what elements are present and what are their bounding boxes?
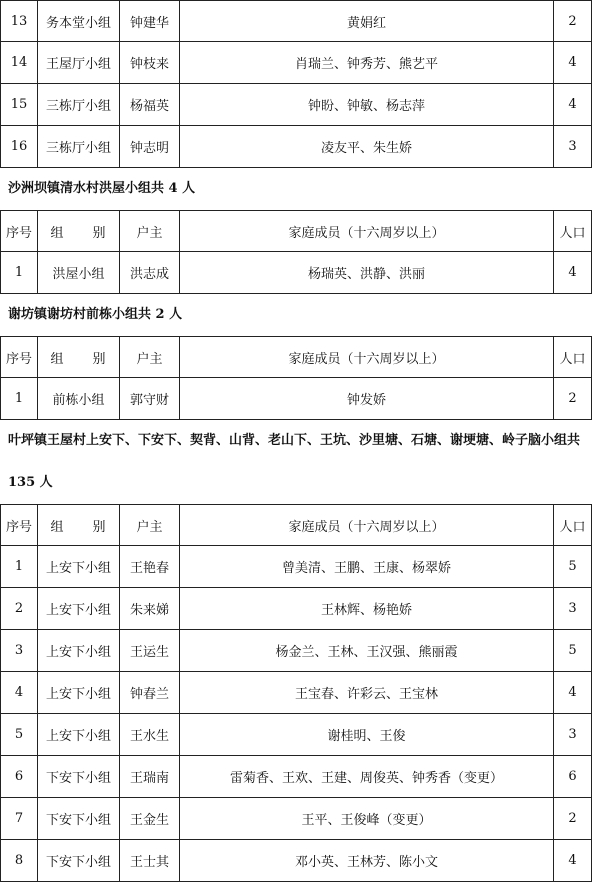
table-row [0,840,600,882]
row-number: 4 [0,672,38,714]
row-number: 1 [0,252,38,294]
header-householder: 户主 [120,336,180,378]
row-number: 3 [0,630,38,672]
row-members: 杨金兰、王林、王汉强、熊丽霞 [180,630,554,672]
row-members: 雷菊香、王欢、王建、周俊英、钟秀香（变更） [180,756,554,798]
row-members: 王平、王俊峰（变更） [180,798,554,840]
row-number: 14 [0,42,38,84]
row-number: 16 [0,126,38,168]
row-number: 1 [0,546,38,588]
header-householder: 户主 [120,210,180,252]
row-members: 曾美清、王鹏、王康、杨翠娇 [180,546,554,588]
row-householder: 王水生 [120,714,180,756]
table-row [0,714,600,756]
row-members: 杨瑞英、洪静、洪丽 [180,252,554,294]
row-householder: 王运生 [120,630,180,672]
row-count: 2 [554,0,592,42]
row-householder: 王士其 [120,840,180,882]
table-row [0,126,600,168]
header-group: 组 别 [38,210,120,252]
row-group: 务本堂小组 [38,0,120,42]
row-count: 2 [554,798,592,840]
row-householder: 郭守财 [120,378,180,420]
row-members: 王林辉、杨艳娇 [180,588,554,630]
row-count: 6 [554,756,592,798]
header-count: 人口 [554,336,592,378]
table-row [0,546,600,588]
row-number: 6 [0,756,38,798]
row-group: 下安下小组 [38,840,120,882]
row-group: 上安下小组 [38,672,120,714]
row-householder: 钟建华 [120,0,180,42]
row-group: 上安下小组 [38,714,120,756]
section-title: 沙洲坝镇清水村洪屋小组共 4 人 [8,181,196,196]
row-group: 洪屋小组 [38,252,120,294]
header-count: 人口 [554,504,592,546]
row-count: 5 [554,546,592,588]
section-title: 谢坊镇谢坊村前栋小组共 2 人 [8,307,183,322]
row-members: 谢桂明、王俊 [180,714,554,756]
header-count: 人口 [554,210,592,252]
row-householder: 钟春兰 [120,672,180,714]
table-row [0,378,600,420]
row-group: 王屋厅小组 [38,42,120,84]
row-number: 5 [0,714,38,756]
row-count: 5 [554,630,592,672]
row-group: 下安下小组 [38,756,120,798]
table-row [0,798,600,840]
row-members: 钟盼、钟敏、杨志萍 [180,84,554,126]
header-number: 序号 [0,210,38,252]
row-count: 4 [554,42,592,84]
table-row [0,84,600,126]
table-row [0,588,600,630]
row-householder: 钟枝来 [120,42,180,84]
table-row [0,756,600,798]
header-number: 序号 [0,504,38,546]
row-householder: 洪志成 [120,252,180,294]
row-group: 下安下小组 [38,798,120,840]
row-group: 上安下小组 [38,588,120,630]
header-householder: 户主 [120,504,180,546]
row-count: 4 [554,672,592,714]
row-members: 凌友平、朱生娇 [180,126,554,168]
row-members: 邓小英、王林芳、陈小文 [180,840,554,882]
row-number: 7 [0,798,38,840]
table-row [0,252,600,294]
row-householder: 王艳春 [120,546,180,588]
row-count: 3 [554,714,592,756]
table-header-row [0,336,600,378]
header-members: 家庭成员（十六周岁以上） [180,210,554,252]
table-header-row [0,504,600,546]
row-householder: 王金生 [120,798,180,840]
row-group: 前栋小组 [38,378,120,420]
row-members: 肖瑞兰、钟秀芳、熊艺平 [180,42,554,84]
table-row [0,630,600,672]
row-members: 黄娟红 [180,0,554,42]
row-members: 王宝春、许彩云、王宝林 [180,672,554,714]
header-group: 组 别 [38,336,120,378]
section-title: 叶坪镇王屋村上安下、下安下、契背、山背、老山下、王坑、沙里塘、石塘、谢埂塘、岭子脑小组共 135 人 [8,433,581,490]
row-count: 4 [554,840,592,882]
row-householder: 朱来娣 [120,588,180,630]
row-number: 13 [0,0,38,42]
row-householder: 钟志明 [120,126,180,168]
row-householder: 王瑞南 [120,756,180,798]
table-row [0,42,600,84]
row-count: 2 [554,378,592,420]
header-group: 组 别 [38,504,120,546]
row-number: 1 [0,378,38,420]
row-members: 钟发娇 [180,378,554,420]
row-number: 8 [0,840,38,882]
row-group: 上安下小组 [38,546,120,588]
table-row [0,672,600,714]
row-group: 三栋厅小组 [38,126,120,168]
row-count: 4 [554,84,592,126]
header-members: 家庭成员（十六周岁以上） [180,504,554,546]
row-number: 15 [0,84,38,126]
row-group: 上安下小组 [38,630,120,672]
row-group: 三栋厅小组 [38,84,120,126]
table-row [0,0,600,42]
row-householder: 杨福英 [120,84,180,126]
table-header-row [0,210,600,252]
row-count: 4 [554,252,592,294]
header-members: 家庭成员（十六周岁以上） [180,336,554,378]
row-number: 2 [0,588,38,630]
header-number: 序号 [0,336,38,378]
row-count: 3 [554,588,592,630]
row-count: 3 [554,126,592,168]
